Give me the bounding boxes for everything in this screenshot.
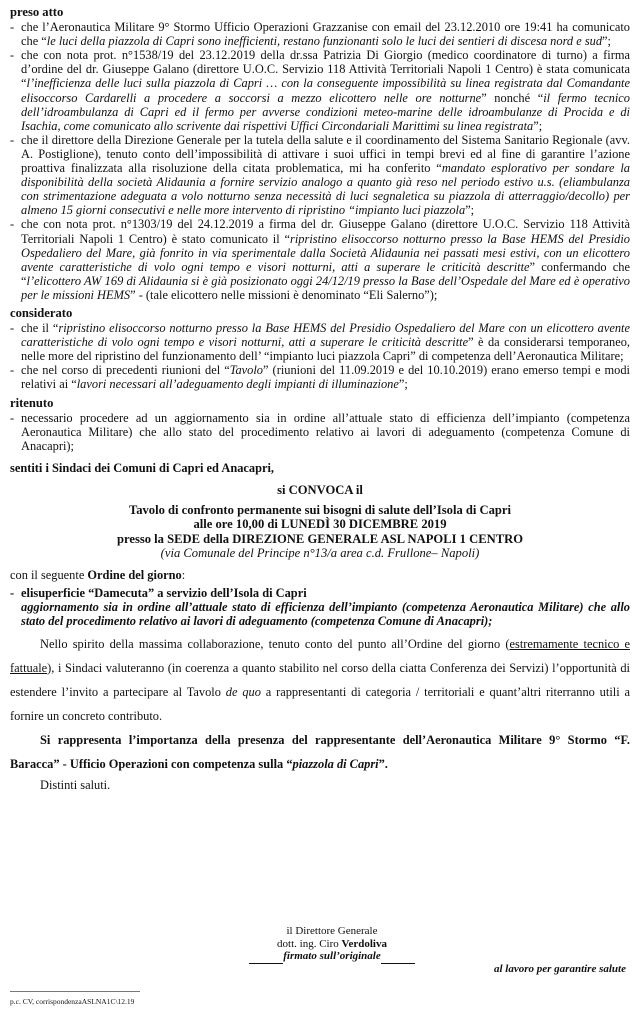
paragraph-de-quo: de quo <box>225 685 261 700</box>
list-item-text: ”; <box>398 377 408 392</box>
list-item <box>10 217 630 302</box>
ordine-item-body: aggiornamento sia in ordine all’attuale stato di efficienza dell’impianto (competenza Aeronautica Militare) che allo stato del procedimento relativo ai lavori di adeguamento (competenza Comune di Anacapri); <box>21 600 630 629</box>
ritenuto-list <box>10 411 630 453</box>
importanza-part-c: ”. <box>378 757 388 772</box>
motto: al lavoro per garantire salute <box>493 963 626 975</box>
list-item <box>10 321 630 363</box>
saluti-line: Distinti saluti. <box>40 778 111 793</box>
meeting-address: (via Comunale del Principe n°13/a area c.d. Frullone– Napoli) <box>160 545 480 560</box>
paragraph-part-1: Nello spirito della massima collaborazione, tenuto conto del punto all’Ordine del giorno ( <box>40 637 510 652</box>
considerato-heading: considerato <box>10 305 73 320</box>
list-item-text: ” confermando che “ <box>21 259 631 288</box>
considerato-list <box>10 321 630 391</box>
list-item <box>10 48 630 133</box>
preso-atto-heading: preso atto <box>10 5 64 19</box>
footnote: p.c. CV, corrispondenzaASLNA1C\12.19 <box>10 997 135 1006</box>
ordine-intro-text: con il seguente <box>10 568 88 583</box>
importanza-part-a: Si rappresenta l’importanza della presenza del rappresentante dell’Aeronautica Militare 9° Stormo “F. Baracca” - Ufficio Operazioni con competenza sulla “ <box>10 733 630 772</box>
signature-role: il Direttore Generale <box>286 925 378 937</box>
tavolo-title: Tavolo di confronto permanente sui bisogni di salute dell’Isola di Capri <box>128 503 512 518</box>
signature-name-prefix: dott. ing. Ciro <box>277 937 342 950</box>
list-item-text: Tavolo <box>229 363 263 378</box>
list-item-text: ” è da considerarsi temporaneo, nelle more del ripristino del funzionamento dell’ “impianto luci piazzola Capri” di competenza dell’Aeronautica Militare; <box>21 335 630 364</box>
list-item-text: l’elicottero AW 169 di Alidaunia si è già posizionato oggi 24/12/19 presso la Base dell’Ospedale del Mare ed è operativo per le missioni HEMS <box>21 273 630 302</box>
list-item-text: il fermo tecnico dell’idroambulanza di Capri ed il fermo per avverse condizioni meteo-marine delle idroambulanze di Procida e di Isachia, come comunicato allo scrivente dai rispettivi Uffici Circondariali Marittimi su linea registrata <box>21 90 630 133</box>
ordine-intro-colon: : <box>181 568 186 583</box>
sentiti-line: sentiti i Sindaci dei Comuni di Capri ed Anacapri, <box>10 460 275 475</box>
list-item-text: ” - (tale elicottero nelle missioni è denominato “Eli Salerno”); <box>130 287 438 302</box>
importanza-piazzola: piazzola di Capri <box>292 757 379 772</box>
paragraph-part-3: a rappresentanti di categoria / territoriali e quant’altri riterranno utili a fornire un concreto contributo. <box>10 685 630 724</box>
list-item-text: l’inefficienza delle luci sulla piazzola di Capri … con la conseguente impossibilità su linea registrata dal Comandante elisoccorso Cardarelli a procedere a soccorsi a mezzo elicottero nelle ore notturne <box>21 76 630 105</box>
footnote-rule <box>10 991 140 992</box>
paragraph-part-2: ), i Sindaci valuteranno (in coerenza a quanto stabilito nel corso della ciatta Conferenza dei Servizi) l’opportunità di estendere l’invito a partecipare al Tavolo <box>10 661 630 700</box>
convoca-line: si CONVOCA il <box>277 483 363 497</box>
ordine-del-giorno-label: Ordine del giorno <box>87 568 182 583</box>
list-item-text: che con nota prot. n°1538/19 del 23.12.2019 della dr.ssa Patrizia Di Giorgio (medico coordinatore di turno) a firma d’ordine del dr. Giuseppe Galano (direttore U.O.C. Servizio 118 Attività Territoriali Napoli 1 Centro) è stata comunicata “ <box>21 48 630 91</box>
list-item-text: necessario procedere ad un aggiornamento sia in ordine all’attuale stato di efficienza dell’impianto (competenza Aeronautica Militare) che allo stato del procedimento relativo ai lavori di adeguamento (competenza Comune di Anacapri); <box>21 410 630 453</box>
importanza-paragraph <box>10 728 630 776</box>
list-item-text: che nel corso di precedenti riunioni del “ <box>21 363 230 378</box>
list-item-text: che con nota prot. n°1303/19 del 24.12.2019 a firma del dr. Giuseppe Galano (direttore U.O.C. Servizio 118 Attività Territoriali Napoli 1 Centro) è stato comunicato il “ <box>21 217 630 246</box>
list-item-text: che l’Aeronautica Militare 9° Stormo Ufficio Operazioni Grazzanise con email del 23.12.2010 ore 19:41 ha comunicato che “ <box>21 20 630 49</box>
convocation-block <box>10 483 630 560</box>
list-item-text: ” nonché “ <box>481 90 544 105</box>
list-item-text: ” (riunioni del 11.09.2019 e del 10.10.2019) erano emerso tempi e modi relativi ai “ <box>21 363 630 392</box>
list-item-text: le luci della piazzola di Capri sono inefficienti, restano funzionanti solo le luci dei sentieri di discesa nord e sud <box>46 34 603 49</box>
collaboration-paragraph <box>10 632 630 728</box>
document-page <box>10 5 630 792</box>
list-item-text: lavori necessari all’adeguamento degli impianti di illuminazione <box>76 377 399 392</box>
list-item-text: ripristino elisoccorso notturno presso la Base HEMS del Presidio Ospedaliero del Mare con un elicottero avente caratteristiche di volo ogni tempo e visori notturni, atti a superare le criticità descritte <box>21 321 630 350</box>
list-item-text: ”; <box>602 34 611 49</box>
meeting-time: alle ore 10,00 di LUNEDÌ 30 DICEMBRE 2019 <box>193 517 447 532</box>
list-item-text: mandato esplorativo per sondare la disponibilità della società Alidaunia a fornire servizio analogo a quanto già reso nel periodo estivo u.s. (eliambulanza con strimentazione adeguata a volo notturno senza necessità di luci segnaletica su piazzola di atterraggio/decollo) per almeno 15 giorni consecutivi e nelle more intervento di ripristino “impianto luci piazzola <box>21 161 630 218</box>
paragraph-underlined: estremamente tecnico e fattuale <box>10 637 630 676</box>
list-item-text: ”; <box>533 118 543 133</box>
meeting-place: presso la SEDE della DIREZIONE GENERALE ASL NAPOLI 1 CENTRO <box>116 531 523 546</box>
list-item <box>10 20 630 48</box>
list-item-text: ripristino elisoccorso notturno presso la Base HEMS del Presidio Ospedaliero del Mare, già fonrito in via sperimentale dalla Società Alidaunia nei passati mesi estivi, con un elicottero avente caratteristiche di volo ogni tempo e visori notturni, atti a superare le criticità descritte <box>21 231 630 274</box>
list-item-text: che il “ <box>21 321 59 336</box>
signature-name <box>222 938 442 951</box>
list-item-text: ”; <box>465 203 475 218</box>
list-item <box>10 411 630 453</box>
list-item <box>10 363 630 391</box>
signature-surname: Verdoliva <box>341 937 387 950</box>
signature-signed-note: firmato sull’originale <box>283 950 381 962</box>
list-item-text: che il direttore della Direzione Generale per la tutela della salute e il coordinamento del Sistema Sanitario Regionale (avv. A. Postiglione), tenuto conto dell’impossibilità di attivare i suoi uffici in tempi brevi ed al fine di garantire l’azione proattiva finalizzata alla risoluzione della citata problematica, mi ha conferito “ <box>21 132 630 176</box>
list-item <box>10 133 630 218</box>
ordine-intro <box>10 568 630 582</box>
ordine-item: - elisuperficie “Damecuta” a servizio dell’Isola di Capri aggiornamento sia in ordine all’attuale stato di efficienza dell’impianto (competenza Aeronautica Militare) che allo stato del procedimento relativo ai lavori di adeguamento (competenza Comune di Anacapri); <box>10 586 630 629</box>
preso-atto-list <box>10 20 630 302</box>
ordine-item-title: elisuperficie “Damecuta” a servizio dell’Isola di Capri <box>21 586 307 601</box>
ritenuto-heading: ritenuto <box>10 395 54 410</box>
signature-block <box>222 925 442 964</box>
